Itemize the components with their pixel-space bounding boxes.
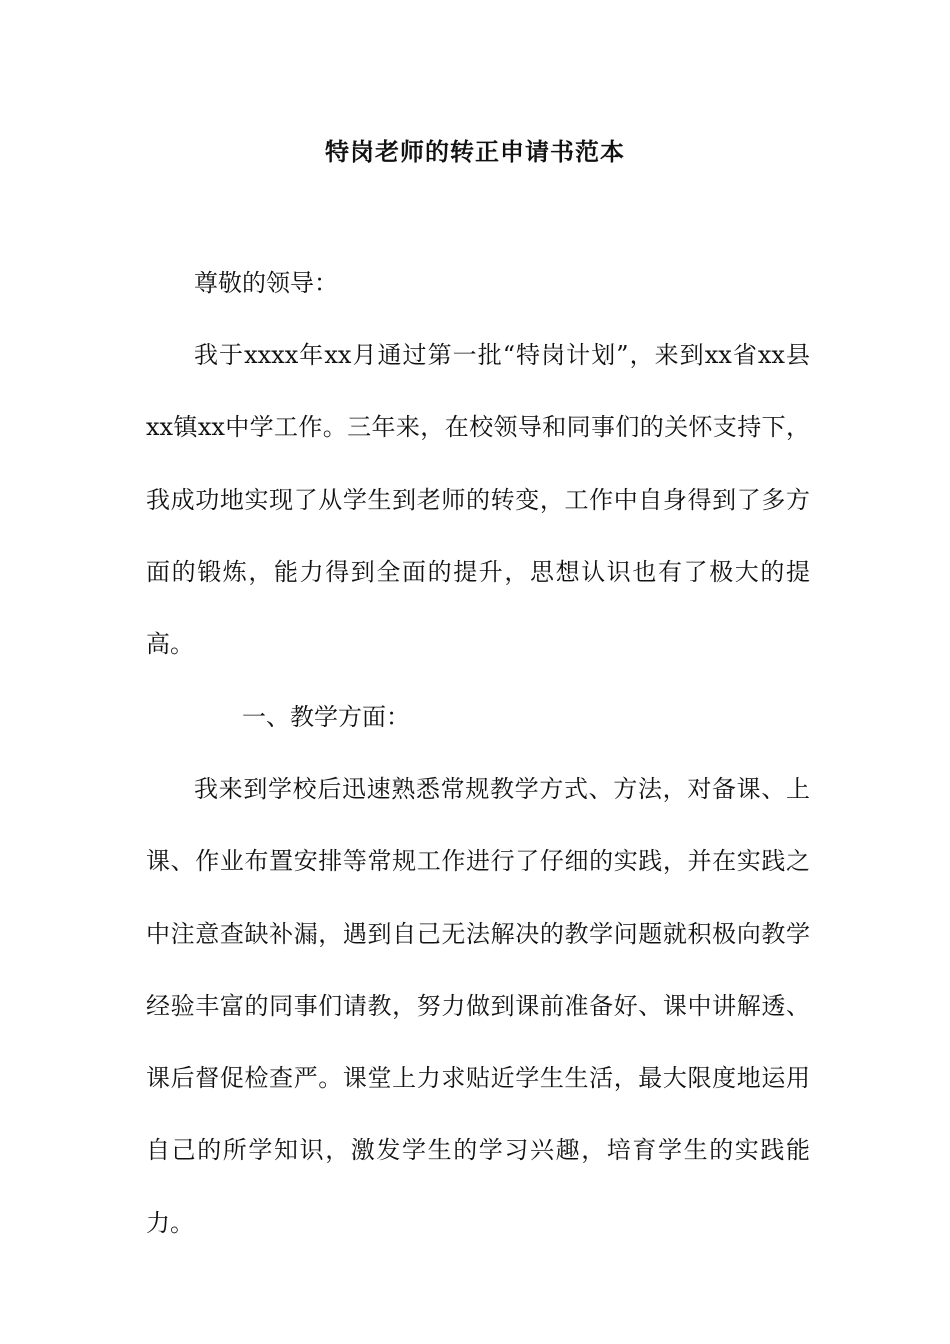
salutation: 尊敬的领导： xyxy=(194,269,338,297)
section-heading-teaching: 一、教学方面： xyxy=(242,703,410,731)
paragraph-intro: 我于xxxx年xx月通过第一批“特岗计划”，来到xx省xx县xx镇xx中学工作。三年来，在校领导和同事们的关怀支持下，我成功地实现了从学生到老师的转变，工作中自身得到了多方面的锻炼，能力得到全面的提升，思想认识也有了极大的提高。 xyxy=(146,341,810,659)
document-title: 特岗老师的转正申请书范本 xyxy=(325,137,625,166)
paragraph-teaching: 我来到学校后迅速熟悉常规教学方式、方法，对备课、上课、作业布置安排等常规工作进行了仔细的实践，并在实践之中注意查缺补漏，遇到自己无法解决的教学问题就积极向教学经验丰富的同事们请教，努力做到课前准备好、课中讲解透、课后督促检查严。课堂上力求贴近学生生活，最大限度地运用自己的所学知识，激发学生的学习兴趣，培育学生的实践能力。 xyxy=(146,775,810,1237)
